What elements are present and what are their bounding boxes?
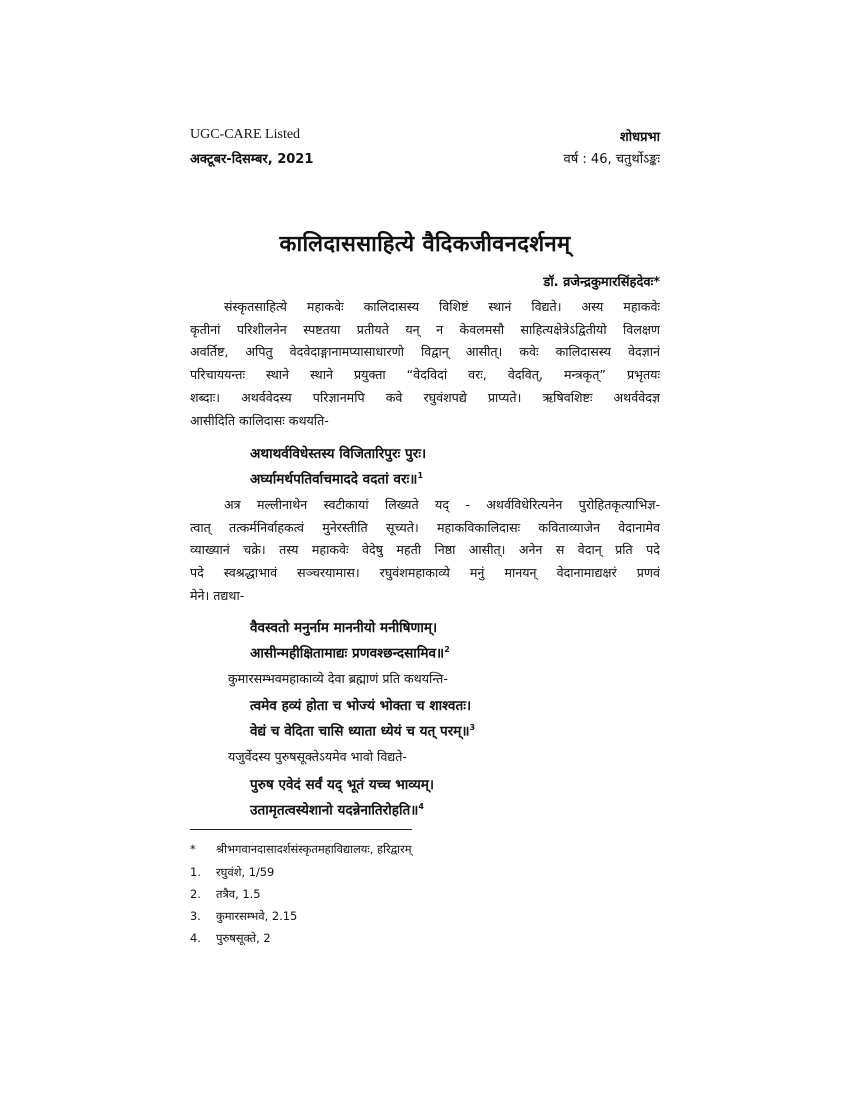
article-author: डॉ. व्रजेन्द्रकुमारसिंहदेवः* — [543, 275, 660, 290]
footnote-1 — [190, 865, 274, 880]
verse-4 — [250, 774, 434, 822]
journal-name: शोधप्रभा — [619, 130, 660, 145]
verse-line: वैवस्वतो मनुर्नाम माननीयो मनीषिणाम्। — [250, 620, 438, 636]
issue-period: अक्टूबर-दिसम्बर, 2021 — [190, 152, 314, 167]
verse-4-intro: यजुर्वेदस्य पुरुषसूक्तेऽयमेव भावो विद्यते- — [228, 749, 407, 764]
article-title: कालिदाससाहित्ये वैदिकजीवनदर्शनम् — [279, 232, 571, 257]
footnote-text: कुमारसम्भवे, 2.15 — [216, 909, 298, 923]
footnote-mark: 3. — [190, 909, 201, 923]
paragraph-2 — [190, 494, 660, 608]
verse-3 — [250, 695, 475, 743]
verse-line: त्वमेव हव्यं होता च भोज्यं भोक्ता च शाश्वतः। — [250, 698, 472, 714]
footnote-mark: 2. — [190, 887, 201, 901]
footnote-ref[interactable]: 2 — [444, 645, 450, 654]
footnote-mark: * — [190, 842, 196, 856]
journal-page — [190, 0, 660, 1100]
paragraph-line: परिचाययन्तः स्थाने स्थाने प्रयुक्ता “वेदविदां वरः, वेदवित्, मन्त्रकृत्” प्रभृतयः — [190, 367, 660, 383]
paragraph-line: व्याख्यानं चक्रे। तस्य महाकवेः वेदेषु महती निष्ठा आसीत्। अनेन स वेदान् प्रति पदे — [190, 542, 660, 558]
paragraph-line: मेने। तद्यथा- — [190, 587, 245, 603]
footnote-ref[interactable]: 1 — [417, 471, 424, 480]
footnote-separator — [190, 829, 412, 830]
paragraph-line: अवर्तिष्ट, अपितु वेदवेदाङ्गानामप्यासाधारणो विद्वान् आसीत्। कवेः कालिदासस्य वेदज्ञानं — [190, 344, 660, 360]
footnote-3 — [190, 909, 297, 924]
footnote-mark: 1. — [190, 865, 201, 879]
paragraph-line: त्वात् तत्कर्मनिर्वाहकत्वं मुनेरस्तीति सूच्यते। महाकविकालिदासः कविताव्याजेन वेदानामेव — [190, 519, 660, 535]
paragraph-1 — [190, 296, 660, 432]
footnote-ref[interactable]: 4 — [418, 802, 424, 811]
verse-line: पुरुष एवेदं सर्वं यद् भूतं यच्च भाव्यम्। — [250, 777, 435, 793]
verse-line: अर्घ्यामर्थपतिर्वाचमाददे वदतां वरः॥ — [250, 471, 418, 488]
footnote-text: तत्रैव, 1.5 — [216, 887, 261, 901]
verse-2 — [250, 617, 450, 665]
verse-line: आसीन्महीक्षितामाद्यः प्रणवश्छन्दसामिव॥ — [250, 645, 445, 662]
footnote-2 — [190, 887, 260, 902]
paragraph-line: संस्कृतसाहित्ये महाकवेः कालिदासस्य विशिष्टं स्थानं विद्यते। अस्य महाकवेः — [224, 299, 660, 314]
footnote-4 — [190, 931, 271, 946]
paragraph-line: अत्र मल्लीनाथेन स्वटीकायां लिख्यते यद् - अथर्वविधेरित्यनेन पुरोहितकृत्याभिज्ञ- — [224, 497, 660, 512]
verse-1 — [250, 443, 426, 491]
footnote-text: रघुवंशे, 1/59 — [216, 865, 275, 879]
paragraph-line: आसीदिति कालिदासः कथयति- — [190, 412, 329, 428]
verse-3-intro: कुमारसम्भवमहाकाव्ये देवा ब्रह्माणं प्रति कथयन्ति- — [228, 671, 448, 686]
footnote-text: पुरुषसूक्ते, 2 — [216, 931, 271, 945]
footnote-mark: 4. — [190, 931, 201, 945]
verse-line: अथाथर्वविधेस्तस्य विजितारिपुरः पुरः। — [250, 446, 427, 462]
paragraph-line: पदे स्वश्रद्धाभावं सञ्चरयामास। रघुवंशमहाकाव्ये मनुं मानयन् वेदानामाद्यक्षरं प्रणवं — [190, 565, 660, 581]
footnote-ref[interactable]: 3 — [469, 723, 476, 732]
paragraph-line: शब्दाः। अथर्ववेदस्य परिज्ञानमपि कवे रघुवंशपद्ये प्राप्यते। ऋषिवशिष्टः अथर्ववेदज्ञ — [190, 389, 660, 405]
ugc-listing-label: UGC-CARE Listed — [190, 127, 301, 142]
verse-line: वेद्यं च वेदिता चासि ध्याता ध्येयं च यत् परम्॥ — [250, 723, 470, 740]
footnote-text: श्रीभगवानदासादर्शसंस्कृतमहाविद्यालयः, हरिद्वारम् — [216, 842, 412, 856]
footnote-affiliation — [190, 842, 412, 857]
paragraph-line: कृतीनां परिशीलनेन स्पष्टतया प्रतीयते यन् न केवलमसौ साहित्यक्षेत्रेऽद्वितीयो विलक्षण — [190, 321, 660, 337]
verse-line: उतामृतत्वस्येशानो यदन्नेनातिरोहति॥ — [250, 802, 419, 819]
volume-issue: वर्ष : 46, चतुर्थोऽङ्कः — [563, 152, 660, 167]
